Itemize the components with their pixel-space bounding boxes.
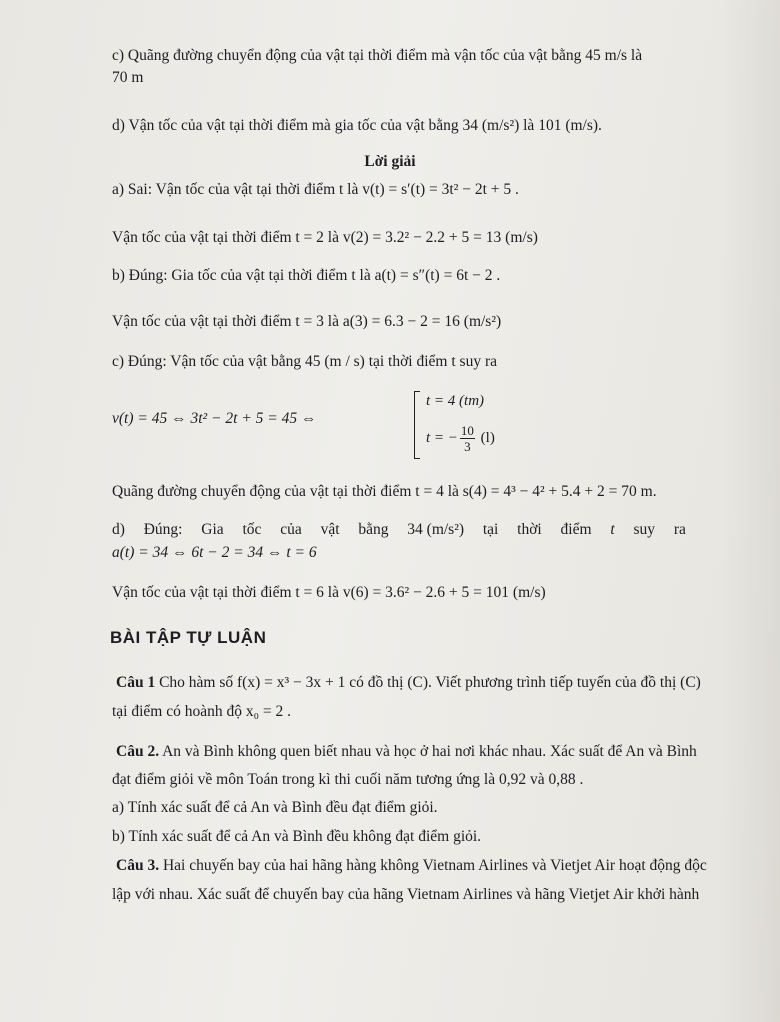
question-2-part-b: b) Tính xác suất để cả An và Bình đều không đạt điểm giỏi. <box>112 828 482 845</box>
question-3-line2: lập với nhau. Xác suất để chuyến bay của hãng Vietnam Airlines và hãng Vietjet Air khởi hành <box>112 886 700 903</box>
case2-prefix: t = − <box>426 429 458 446</box>
d-word: vật <box>320 521 340 538</box>
d-word: ra <box>673 521 686 538</box>
solution-a-line2: Vận tốc của vật tại thời điểm t = 2 là v(2) = 3.2² − 2.2 + 5 = 13 (m/s) <box>112 229 538 246</box>
question-3-text: Hai chuyến bay của hai hãng hàng không Vietnam Airlines và Vietjet Air hoạt động độc <box>162 857 707 874</box>
solution-d-line1 <box>112 520 686 540</box>
question-2-part-a: a) Tính xác suất để cả An và Bình đều đạt điểm giỏi. <box>112 799 438 816</box>
solution-d-line2: a(t) = 34 ⇔ 6t − 2 = 34 ⇔ t = 6 <box>112 544 317 561</box>
solution-c-line1: c) Đúng: Vận tốc của vật bằng 45 (m / s) tại thời điểm t suy ra <box>112 353 497 370</box>
question-3-label: Câu 3. <box>116 857 160 874</box>
solution-b-line1: b) Đúng: Gia tốc của vật tại thời điểm t là a(t) = s″(t) = 6t − 2 . <box>112 267 501 284</box>
solution-a-line1: a) Sai: Vận tốc của vật tại thời điểm t là v(t) = s′(t) = 3t² − 2t + 5 . <box>112 181 519 198</box>
system-case-2 <box>426 423 495 454</box>
question-3-line1 <box>116 856 707 876</box>
question-2-text: An và Bình không quen biết nhau và học ở hai nơi khác nhau. Xác suất để An và Bình <box>162 743 697 760</box>
part-c-statement-line1: c) Quãng đường chuyển động của vật tại thời điểm mà vận tốc của vật bằng 45 m/s là <box>112 47 643 64</box>
question-2-line2: đạt điểm giỏi về môn Toán trong kì thi cuối năm tương ứng là 0,92 và 0,88 . <box>112 771 584 788</box>
solution-b-line2: Vận tốc của vật tại thời điểm t = 3 là a(3) = 6.3 − 2 = 16 (m/s²) <box>112 313 502 330</box>
fraction <box>460 423 475 454</box>
part-d-statement: d) Vận tốc của vật tại thời điểm mà gia tốc của vật bằng 34 (m/s²) là 101 (m/s). <box>112 117 602 134</box>
d-word: suy <box>633 521 656 538</box>
part-c-statement-line2: 70 m <box>112 69 144 86</box>
d-word: 34 (m/s²) <box>407 521 465 538</box>
question-1-label: Câu 1 <box>116 674 156 691</box>
d-word: điểm <box>560 521 592 538</box>
d-word: tại <box>482 521 499 538</box>
question-2-line1 <box>116 742 697 762</box>
system-bracket <box>414 391 420 459</box>
solution-c-line2: Quãng đường chuyển động của vật tại thời điểm t = 4 là s(4) = 4³ − 4² + 5.4 + 2 = 70 m. <box>112 483 657 500</box>
question-2-label: Câu 2. <box>116 743 160 760</box>
question-1-line2: tại điểm có hoành độ x₀ = 2 . <box>112 703 292 720</box>
d-word: thời <box>517 521 542 538</box>
d-word: bằng <box>358 521 389 538</box>
fraction-numerator: 10 <box>460 423 474 438</box>
solution-title: Lời giải <box>364 153 416 170</box>
d-word: Gia <box>201 521 224 538</box>
section-heading: BÀI TẬP TỰ LUẬN <box>110 628 267 647</box>
d-word: tốc <box>242 521 262 538</box>
system-case-1: t = 4 (tm) <box>426 393 485 409</box>
d-word: d) <box>112 521 125 538</box>
page-edge-shadow <box>720 0 780 1022</box>
d-word: Đúng: <box>143 521 183 538</box>
d-word: của <box>280 521 302 538</box>
d-word: t <box>610 521 615 538</box>
solution-d-line3: Vận tốc của vật tại thời điểm t = 6 là v(6) = 3.6² − 2.6 + 5 = 101 (m/s) <box>112 584 546 601</box>
fraction-denominator: 3 <box>464 439 471 454</box>
system-lhs: v(t) = 45 ⇔ 3t² − 2t + 5 = 45 ⇔ <box>112 410 317 427</box>
question-1-line1 <box>116 673 701 693</box>
case2-note: (l) <box>480 429 495 446</box>
question-1-text: Cho hàm số f(x) = x³ − 3x + 1 có đồ thị (C). Viết phương trình tiếp tuyến của đồ thị (C) <box>159 674 701 691</box>
